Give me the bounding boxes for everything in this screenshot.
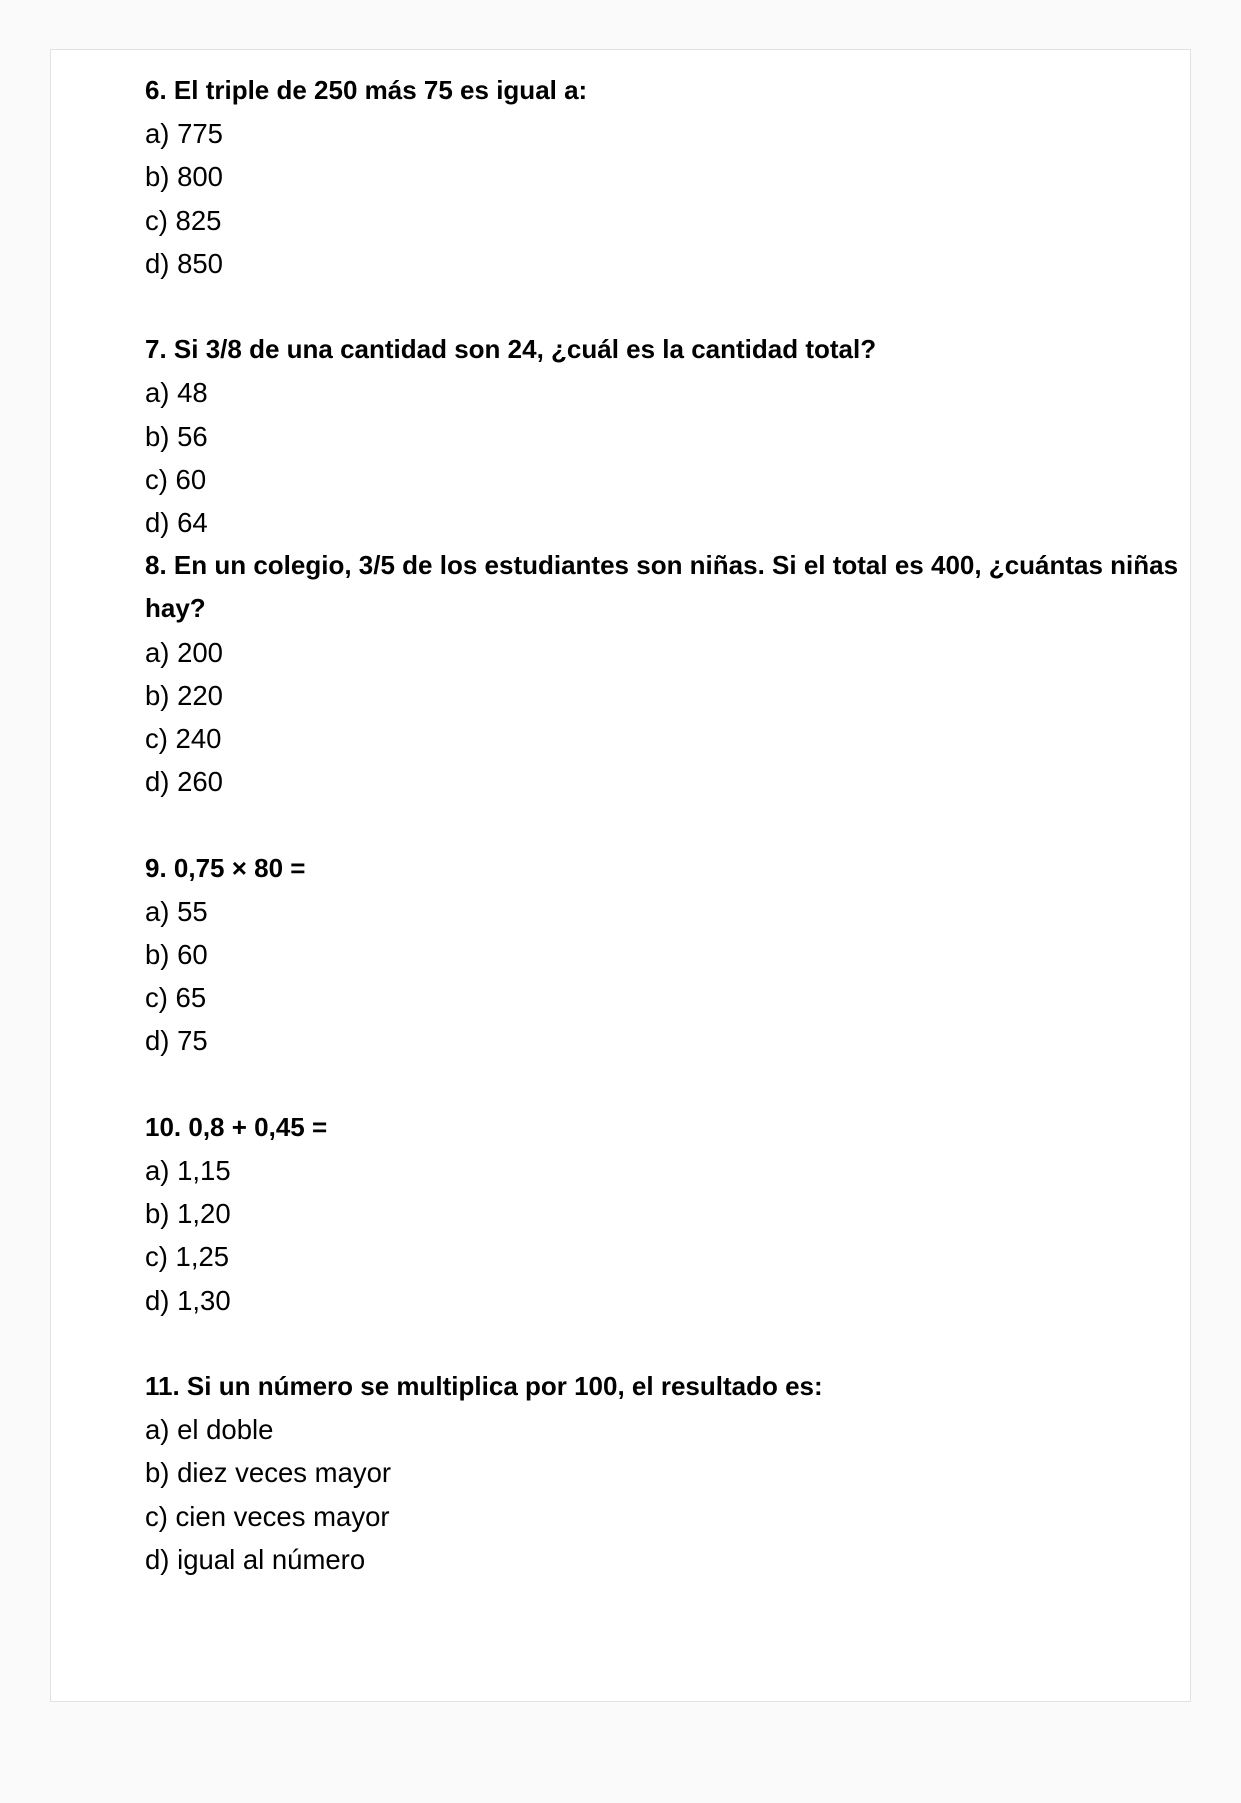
- question-block-7: [145, 328, 1186, 544]
- document-page: [50, 49, 1191, 1702]
- answer-option: c) 825: [145, 204, 222, 236]
- answer-option: d) 260: [145, 766, 223, 798]
- answer-option: a) el doble: [145, 1414, 274, 1446]
- answer-option: b) 56: [145, 420, 208, 452]
- answer-option: c) 240: [145, 723, 222, 755]
- answer-option: b) 800: [145, 161, 223, 193]
- question-heading: 11. Si un número se multiplica por 100, el resultado es:: [145, 1371, 823, 1402]
- answer-option: b) 220: [145, 679, 223, 711]
- answer-option: c) 65: [145, 982, 207, 1014]
- document-content: [145, 69, 1186, 1581]
- paragraph-spacer: [145, 1063, 1186, 1106]
- question-heading: 6. El triple de 250 más 75 es igual a:: [145, 75, 588, 105]
- paragraph-spacer: [145, 285, 1186, 328]
- answer-option: b) diez veces mayor: [145, 1457, 392, 1489]
- answer-option: c) cien veces mayor: [145, 1500, 390, 1532]
- paragraph-spacer: [145, 803, 1186, 846]
- answer-option: a) 48: [145, 377, 208, 409]
- answer-option: a) 775: [145, 118, 223, 150]
- answer-option: d) 75: [145, 1025, 208, 1057]
- answer-option: d) 1,30: [145, 1284, 231, 1316]
- question-block-8: [145, 544, 1186, 803]
- answer-option: a) 1,15: [145, 1155, 231, 1187]
- paragraph-spacer: [145, 1322, 1186, 1365]
- answer-option: c) 60: [145, 463, 207, 495]
- question-heading: 7. Si 3/8 de una cantidad son 24, ¿cuál es la cantidad total?: [145, 334, 877, 365]
- question-heading: 10. 0,8 + 0,45 =: [145, 1111, 328, 1142]
- answer-option: b) 60: [145, 939, 208, 971]
- answer-option: d) 850: [145, 247, 223, 279]
- answer-option: d) 64: [145, 507, 208, 539]
- question-block-11: [145, 1365, 1186, 1581]
- question-block-10: [145, 1106, 1186, 1322]
- answer-option: b) 1,20: [145, 1198, 231, 1230]
- question-block-9: [145, 847, 1186, 1063]
- question-block-6: [145, 69, 1186, 285]
- question-heading: 8. En un colegio, 3/5 de los estudiantes son niñas. Si el total es 400, ¿cuántas niñas hay?: [145, 550, 1179, 624]
- answer-option: a) 200: [145, 636, 223, 668]
- answer-option: c) 1,25: [145, 1241, 230, 1273]
- question-heading: 9. 0,75 × 80 =: [145, 852, 306, 883]
- answer-option: d) igual al número: [145, 1543, 366, 1575]
- answer-option: a) 55: [145, 895, 208, 927]
